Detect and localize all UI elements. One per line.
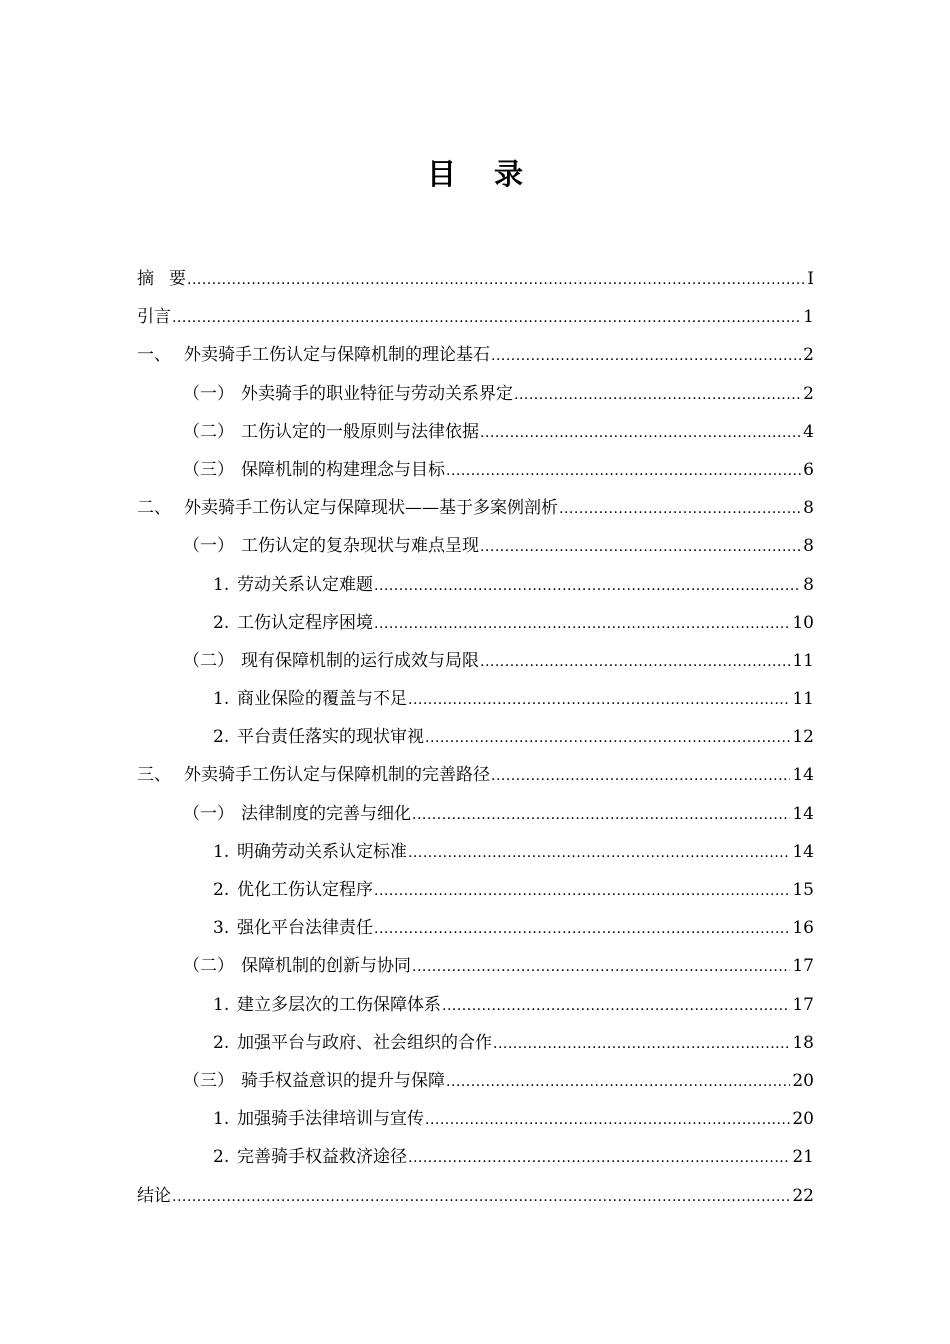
toc-page-number: 1 — [803, 307, 814, 328]
toc-entry[interactable] — [137, 451, 814, 489]
toc-page-number: 17 — [792, 956, 814, 977]
toc-page-number: 2 — [803, 345, 814, 366]
toc-entry-number: 2. — [213, 1032, 230, 1053]
toc-entry[interactable] — [137, 413, 814, 451]
toc-entry-number: （三） — [183, 1070, 234, 1091]
toc-entry-number: 1. — [213, 574, 230, 595]
dot-leader — [425, 719, 790, 757]
toc-entry-label: 完善骑手权益救济途径 — [237, 1147, 407, 1168]
toc-page-number: 14 — [792, 765, 814, 786]
toc-entry[interactable] — [137, 375, 814, 413]
toc-entry[interactable] — [137, 1100, 814, 1138]
toc-entry-number: 二、 — [137, 498, 171, 519]
dot-leader — [374, 567, 801, 605]
toc-page-number: 4 — [803, 421, 814, 442]
toc-entry-number: 2. — [213, 1147, 230, 1168]
toc-entry[interactable] — [137, 336, 814, 374]
toc-entry-label: 结论 — [137, 1185, 171, 1206]
toc-entry-label: 法律制度的完善与细化 — [241, 803, 411, 824]
toc-entry[interactable] — [137, 718, 814, 756]
dot-leader — [412, 948, 790, 986]
toc-page-number: 14 — [792, 841, 814, 862]
toc-entry-number: 1. — [213, 689, 230, 710]
dot-leader — [491, 757, 790, 795]
toc-entry-number: 1. — [213, 1109, 230, 1130]
toc-entry[interactable] — [137, 604, 814, 642]
toc-entry[interactable] — [137, 871, 814, 909]
toc-entry[interactable] — [137, 298, 814, 336]
dot-leader — [446, 1063, 790, 1101]
toc-entry-number: （二） — [183, 650, 234, 671]
toc-entry-label: 外卖骑手工伤认定与保障机制的完善路径 — [184, 765, 490, 786]
toc-entry[interactable] — [137, 1062, 814, 1100]
toc-page-number: 20 — [792, 1070, 814, 1091]
toc-entry-number: （三） — [183, 459, 234, 480]
page-title: 目录 — [426, 157, 561, 191]
toc-entry-label: 明确劳动关系认定标准 — [237, 841, 407, 862]
toc-entry-number: （一） — [183, 536, 234, 557]
toc-page-number: 11 — [792, 689, 814, 710]
dot-leader — [408, 1139, 790, 1177]
dot-leader — [172, 1178, 790, 1216]
dot-leader — [374, 605, 790, 643]
dot-leader — [412, 796, 790, 834]
toc-entry-label: 外卖骑手工伤认定与保障机制的理论基石 — [184, 345, 490, 366]
toc-entry-label: 加强骑手法律培训与宣传 — [237, 1109, 424, 1130]
dot-leader — [172, 299, 801, 337]
toc-page-number: 20 — [792, 1109, 814, 1130]
toc-entry-label: 优化工伤认定程序 — [237, 880, 373, 900]
toc-entry[interactable] — [137, 260, 814, 298]
toc-page-number: 18 — [792, 1032, 814, 1053]
toc-entry-label: 工伤认定的复杂现状与难点呈现 — [241, 536, 479, 557]
toc-entry-number: 一、 — [137, 345, 171, 366]
toc-entry[interactable] — [137, 795, 814, 833]
toc-entry[interactable] — [137, 986, 814, 1024]
dot-leader — [187, 261, 805, 299]
dot-leader — [446, 452, 801, 490]
toc-entry[interactable] — [137, 680, 814, 718]
toc-entry-label: 保障机制的创新与协同 — [241, 956, 411, 977]
toc-page-number: 8 — [803, 536, 814, 557]
toc-entry[interactable] — [137, 1177, 814, 1215]
toc-entry-label: 建立多层次的工伤保障体系 — [237, 994, 441, 1015]
toc-page-number: 2 — [803, 383, 814, 404]
toc-page-number: I — [807, 269, 814, 289]
toc-entry-number: 2. — [213, 727, 230, 748]
dot-leader — [480, 528, 801, 566]
toc-entry-number: （一） — [183, 803, 234, 824]
toc-entry-number: 3. — [213, 918, 230, 939]
toc-page-number: 14 — [792, 803, 814, 824]
toc-entry[interactable] — [137, 833, 814, 871]
toc-entry[interactable] — [137, 489, 814, 527]
toc-entry-label: 外卖骑手工伤认定与保障现状——基于多案例剖析 — [184, 498, 558, 519]
dot-leader — [480, 414, 801, 452]
dot-leader — [493, 1025, 790, 1063]
dot-leader — [491, 337, 801, 375]
toc-entry[interactable] — [137, 566, 814, 604]
toc-entry-label: 工伤认定的一般原则与法律依据 — [241, 421, 479, 442]
toc-entry-label: 引言 — [137, 307, 171, 328]
toc-entry-label: 摘要 — [137, 269, 201, 289]
toc-page-number: 15 — [792, 880, 814, 900]
toc-entry-label: 加强平台与政府、社会组织的合作 — [237, 1032, 492, 1053]
toc-entry-label: 外卖骑手的职业特征与劳动关系界定 — [241, 383, 513, 404]
toc-entry[interactable] — [137, 909, 814, 947]
toc-page-number: 17 — [792, 994, 814, 1015]
dot-leader — [559, 490, 801, 528]
toc-page-number: 21 — [792, 1147, 814, 1168]
toc-entry[interactable] — [137, 1138, 814, 1176]
toc-entry-label: 工伤认定程序困境 — [237, 612, 373, 633]
toc-page-number: 10 — [792, 612, 814, 633]
toc-entry[interactable] — [137, 756, 814, 794]
dot-leader — [425, 1101, 790, 1139]
table-of-contents — [137, 260, 814, 1215]
toc-entry-label: 骑手权益意识的提升与保障 — [241, 1070, 445, 1091]
toc-entry-number: 1. — [213, 841, 230, 862]
toc-entry-number: （二） — [183, 421, 234, 442]
toc-entry-number: （一） — [183, 383, 234, 404]
toc-entry-number: 三、 — [137, 765, 171, 786]
toc-entry[interactable] — [137, 642, 814, 680]
toc-entry-number: （二） — [183, 956, 234, 977]
toc-entry[interactable] — [137, 527, 814, 565]
toc-entry-label: 保障机制的构建理念与目标 — [241, 459, 445, 480]
dot-leader — [480, 643, 790, 681]
dot-leader — [442, 987, 790, 1025]
toc-page-number: 8 — [803, 574, 814, 595]
dot-leader — [374, 910, 790, 948]
toc-entry[interactable] — [137, 1024, 814, 1062]
toc-entry-number: 2. — [213, 880, 230, 900]
toc-entry-number: 2. — [213, 612, 230, 633]
toc-page-number: 8 — [803, 498, 814, 519]
dot-leader — [408, 834, 790, 872]
dot-leader — [514, 376, 801, 414]
toc-page-number: 12 — [792, 727, 814, 748]
dot-leader — [408, 681, 790, 719]
dot-leader — [374, 872, 790, 910]
toc-entry-label: 强化平台法律责任 — [237, 918, 373, 939]
toc-entry-label: 劳动关系认定难题 — [237, 574, 373, 595]
toc-page-number: 6 — [803, 459, 814, 480]
toc-entry-label: 商业保险的覆盖与不足 — [237, 689, 407, 710]
toc-entry-number: 1. — [213, 994, 230, 1015]
toc-page-number: 22 — [792, 1185, 814, 1206]
toc-entry[interactable] — [137, 947, 814, 985]
toc-page-number: 16 — [792, 918, 814, 939]
toc-page-number: 11 — [792, 650, 814, 671]
toc-entry-label: 现有保障机制的运行成效与局限 — [241, 650, 479, 671]
toc-entry-label: 平台责任落实的现状审视 — [237, 727, 424, 748]
